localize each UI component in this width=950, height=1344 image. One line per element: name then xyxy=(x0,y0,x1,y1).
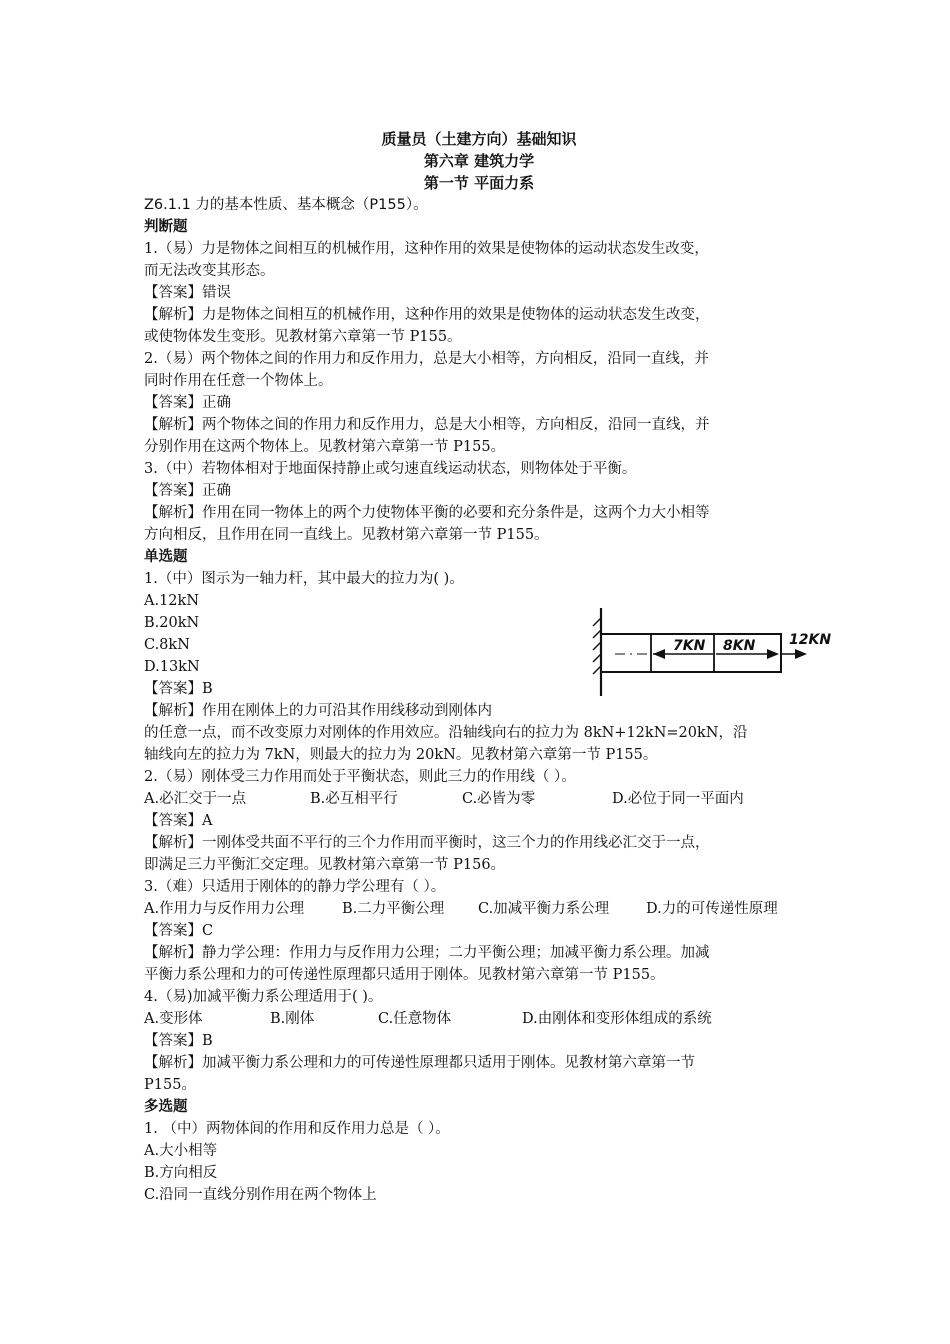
single-q4-option-b: B.刚体 xyxy=(270,1011,315,1027)
axial-bar-diagram xyxy=(585,604,845,700)
multi-q1-option-b: B.方向相反 xyxy=(144,1165,218,1181)
judge-q1-answer: 【答案】错误 xyxy=(144,285,231,301)
single-q2-explanation: 【解析】一刚体受共面不平行的三个力作用而平衡时，这三个力的作用线必汇交于一点， xyxy=(144,835,710,851)
multi-q1-stem: 1. （中）两物体间的作用和反作用力总是（ ）。 xyxy=(144,1121,450,1137)
judge-q2-stem: 2.（易）两个物体之间的作用力和反作用力，总是大小相等，方向相反，沿同一直线，并 xyxy=(144,351,709,367)
judge-q3-explanation: 【解析】作用在同一物体上的两个力使物体平衡的必要和充分条件是，这两个力大小相等 xyxy=(144,505,710,521)
single-q4-option-c: C.任意物体 xyxy=(378,1011,452,1027)
judge-q2-explanation: 【解析】两个物体之间的作用力和反作用力，总是大小相等，方向相反，沿同一直线，并 xyxy=(144,417,710,433)
single-q3-option-b: B.二力平衡公理 xyxy=(342,901,445,917)
force-12kn-label: 12KN xyxy=(789,632,832,648)
multi-heading: 多选题 xyxy=(144,1099,188,1115)
single-q4-option-a: A.变形体 xyxy=(144,1011,203,1027)
force-8kn-label: 8KN xyxy=(723,638,756,654)
single-heading: 单选题 xyxy=(144,549,188,565)
single-q1-explanation-cont2: 轴线向左的拉力为 7kN，则最大的拉力为 20kN。见教材第六章第一节 P155。 xyxy=(144,747,658,763)
single-q3-explanation: 【解析】静力学公理：作用力与反作用力公理；二力平衡公理；加减平衡力系公理。加减 xyxy=(144,945,710,961)
single-q3-option-d: D.力的可传递性原理 xyxy=(646,901,778,917)
judge-q3-answer: 【答案】正确 xyxy=(144,483,231,499)
chapter-title: 第六章 建筑力学 xyxy=(423,152,535,170)
multi-q1-option-a: A.大小相等 xyxy=(144,1143,218,1159)
judge-q1-stem: 1.（易）力是物体之间相互的机械作用，这种作用的效果是使物体的运动状态发生改变， xyxy=(144,241,709,257)
single-q1-option-d: D.13kN xyxy=(144,659,200,675)
single-q2-stem: 2.（易）刚体受三力作用而处于平衡状态，则此三力的作用线（ ）。 xyxy=(144,769,576,785)
single-q4-explanation: 【解析】加减平衡力系公理和力的可传递性原理都只适用于刚体。见教材第六章第一节 xyxy=(144,1055,695,1071)
single-q4-option-d: D.由刚体和变形体组成的系统 xyxy=(522,1011,712,1027)
single-q1-option-a: A.12kN xyxy=(144,593,200,609)
single-q1-answer: 【答案】B xyxy=(144,681,213,697)
judge-q1-explanation-cont: 或使物体发生变形。见教材第六章第一节 P155。 xyxy=(144,329,462,345)
multi-q1-option-c: C.沿同一直线分别作用在两个物体上 xyxy=(144,1187,377,1203)
single-q1-explanation: 【解析】作用在刚体上的力可沿其作用线移动到刚体内 xyxy=(144,703,492,719)
single-q3-options xyxy=(144,898,814,920)
judge-q2-stem-cont: 同时作用在任意一个物体上。 xyxy=(144,373,333,389)
judge-q2-answer: 【答案】正确 xyxy=(144,395,231,411)
single-q3-option-a: A.作用力与反作用力公理 xyxy=(144,901,305,917)
support-hatching xyxy=(593,618,601,674)
single-q4-answer: 【答案】B xyxy=(144,1033,213,1049)
single-q1-stem: 1.（中）图示为一轴力杆，其中最大的拉力为( )。 xyxy=(144,571,464,587)
single-q2-explanation-cont: 即满足三力平衡汇交定理。见教材第六章第一节 P156。 xyxy=(144,857,506,873)
single-q3-stem: 3.（难）只适用于刚体的的静力学公理有（ ）。 xyxy=(144,879,446,895)
single-q1-option-c: C.8kN xyxy=(144,637,190,653)
topic-line: Z6.1.1 力的基本性质、基本概念（P155）。 xyxy=(144,197,428,213)
judge-heading: 判断题 xyxy=(144,219,188,235)
document-title: 质量员（土建方向）基础知识 xyxy=(381,130,577,148)
single-q2-option-a: A.必汇交于一点 xyxy=(144,791,247,807)
force-12kn-arrowhead xyxy=(795,649,807,659)
single-q2-option-c: C.必皆为零 xyxy=(462,791,536,807)
single-q2-answer: 【答案】A xyxy=(144,813,213,829)
force-7kn-arrowhead xyxy=(653,649,665,659)
judge-q3-explanation-cont: 方向相反，且作用在同一直线上。见教材第六章第一节 P155。 xyxy=(144,527,549,543)
single-q3-answer: 【答案】C xyxy=(144,923,214,939)
force-8kn-arrowhead xyxy=(767,649,779,659)
single-q4-options xyxy=(144,1008,814,1030)
single-q1-option-b: B.20kN xyxy=(144,615,200,631)
single-q2-options xyxy=(144,788,814,810)
single-q3-option-c: C.加减平衡力系公理 xyxy=(478,901,610,917)
single-q1-explanation-cont: 的任意一点，而不改变原力对刚体的作用效应。沿轴线向右的拉力为 8kN+12kN=20kN，沿 xyxy=(144,725,748,741)
single-q4-stem: 4.（易)加减平衡力系公理适用于( )。 xyxy=(144,989,383,1005)
judge-q1-stem-cont: 而无法改变其形态。 xyxy=(144,263,275,279)
judge-q3-stem: 3.（中）若物体相对于地面保持静止或匀速直线运动状态，则物体处于平衡。 xyxy=(144,461,637,477)
single-q4-explanation-cont: P155。 xyxy=(144,1077,196,1093)
section-title: 第一节 平面力系 xyxy=(423,174,535,192)
single-q2-option-d: D.必位于同一平面内 xyxy=(612,791,744,807)
single-q2-option-b: B.必互相平行 xyxy=(310,791,398,807)
force-7kn-label: 7KN xyxy=(673,638,706,654)
judge-q1-explanation: 【解析】力是物体之间相互的机械作用，这种作用的效果是使物体的运动状态发生改变， xyxy=(144,307,710,323)
single-q3-explanation-cont: 平衡力系公理和力的可传递性原理都只适用于刚体。见教材第六章第一节 P155。 xyxy=(144,967,665,983)
judge-q2-explanation-cont: 分别作用在这两个物体上。见教材第六章第一节 P155。 xyxy=(144,439,506,455)
